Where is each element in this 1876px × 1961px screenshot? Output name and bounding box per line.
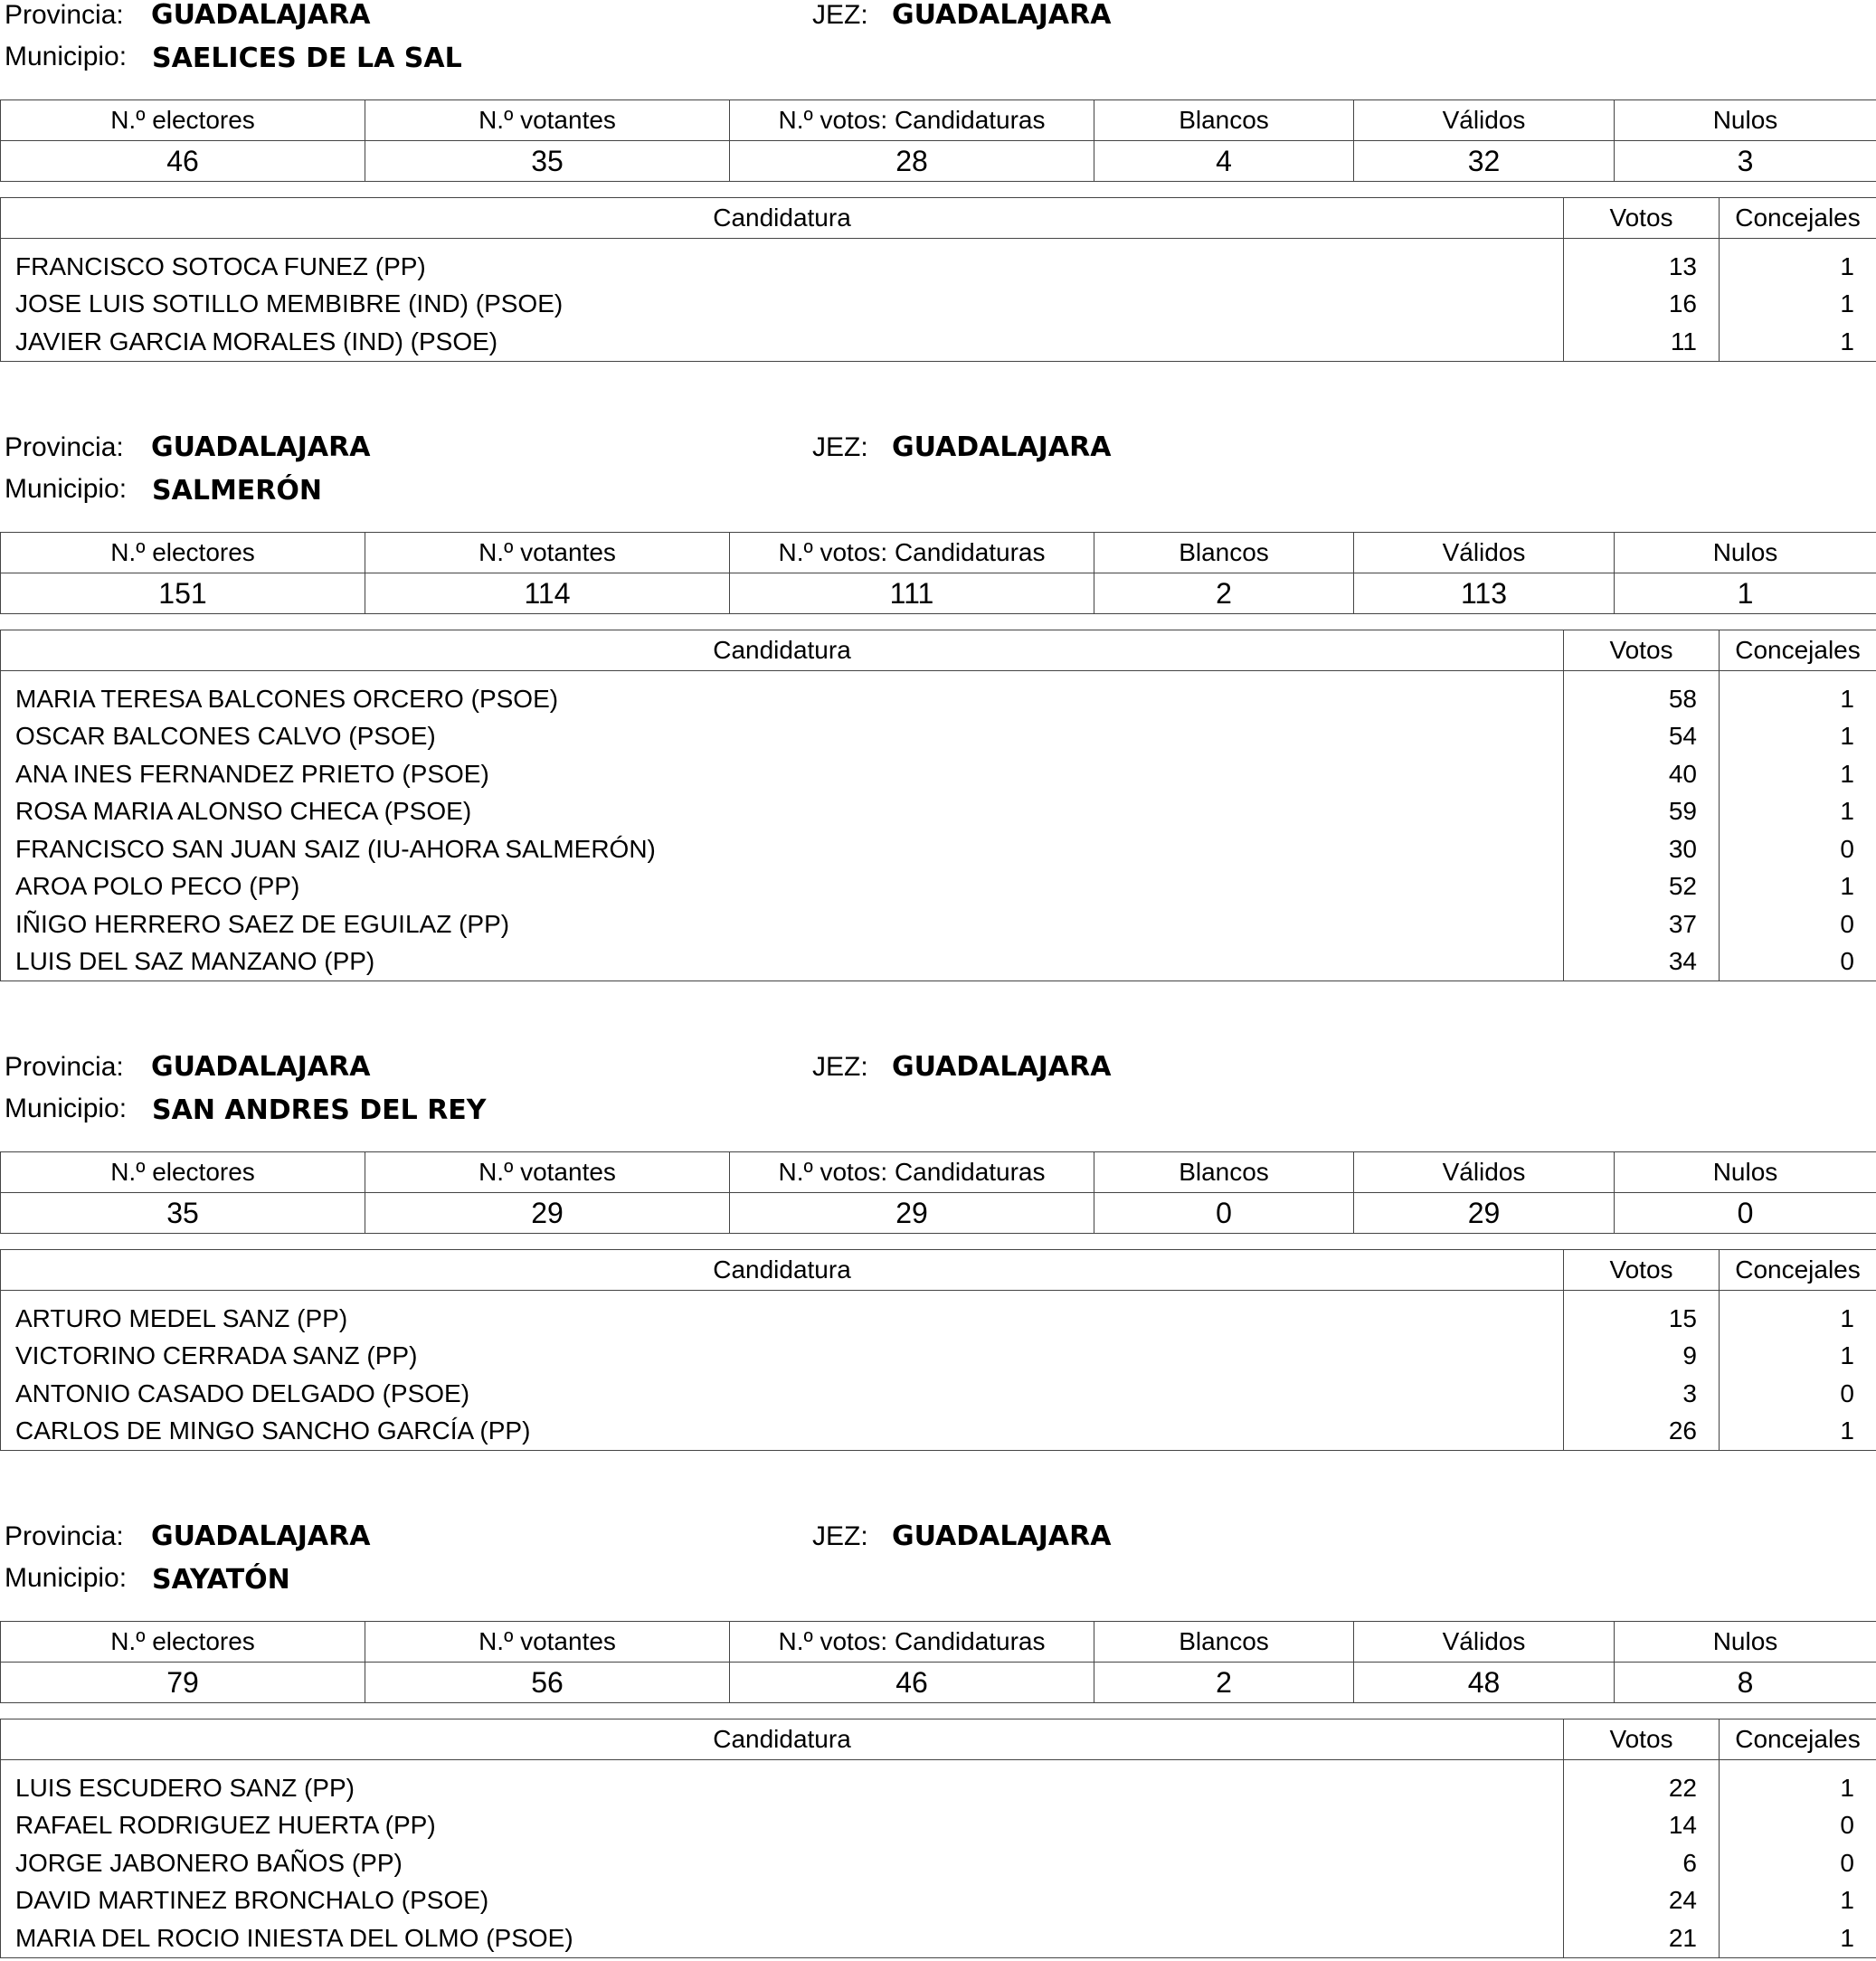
municipio-line — [5, 474, 322, 507]
candidate-councillors: 0 — [1720, 905, 1876, 943]
spacer-cell — [1564, 1760, 1720, 1770]
candidate-row — [1, 1413, 1876, 1451]
header-blancos: Blancos — [1094, 1622, 1354, 1663]
value-votantes: 114 — [365, 573, 730, 614]
header-votos-cand: N.º votos: Candidaturas — [730, 1152, 1094, 1193]
jez-value: GUADALAJARA — [892, 1520, 1112, 1552]
header-votantes: N.º votantes — [365, 533, 730, 573]
provincia-line — [5, 1520, 371, 1552]
municipio-value: SAN ANDRES DEL REY — [152, 1094, 487, 1126]
spacer-cell — [1, 1291, 1564, 1301]
candidate-name: FRANCISCO SOTOCA FUNEZ (PP) — [15, 251, 426, 280]
spacer-cell — [1720, 239, 1876, 249]
candidate-row — [1, 1769, 1876, 1807]
header-electores: N.º electores — [1, 1152, 365, 1193]
candidates-header-row — [1, 1719, 1876, 1760]
value-nulos: 1 — [1615, 573, 1876, 614]
candidate-councillors: 1 — [1720, 248, 1876, 286]
candidate-votes: 6 — [1564, 1844, 1720, 1882]
value-votos-cand: 28 — [730, 141, 1094, 182]
candidate-votes: 59 — [1564, 793, 1720, 831]
municipio-label: Municipio: — [5, 42, 128, 71]
header-votos: Votos — [1564, 1250, 1720, 1291]
header-validos: Válidos — [1354, 533, 1615, 573]
municipio-label: Municipio: — [5, 1094, 128, 1123]
candidate-votes: 54 — [1564, 718, 1720, 756]
candidate-row — [1, 1300, 1876, 1338]
value-electores: 35 — [1, 1193, 365, 1234]
candidate-name: AROA POLO PECO (PP) — [15, 872, 300, 901]
candidate-name: JAVIER GARCIA MORALES (IND) (PSOE) — [15, 327, 498, 355]
header-blancos: Blancos — [1094, 100, 1354, 141]
candidate-row — [1, 755, 1876, 793]
candidate-row — [1, 1919, 1876, 1957]
candidate-name: OSCAR BALCONES CALVO (PSOE) — [15, 722, 436, 751]
candidate-councillors: 0 — [1720, 1375, 1876, 1413]
candidate-votes: 15 — [1564, 1300, 1720, 1338]
stats-table — [0, 1621, 1876, 1703]
candidate-councillors: 1 — [1720, 323, 1876, 361]
candidate-councillors: 0 — [1720, 1807, 1876, 1845]
candidate-name: DAVID MARTINEZ BRONCHALO (PSOE) — [15, 1886, 489, 1915]
stats-header-row — [1, 100, 1876, 141]
value-votantes: 29 — [365, 1193, 730, 1234]
spacer-cell — [1564, 239, 1720, 249]
candidate-votes: 3 — [1564, 1375, 1720, 1413]
value-validos: 113 — [1354, 573, 1615, 614]
header-blancos: Blancos — [1094, 1152, 1354, 1193]
candidate-name: MARIA DEL ROCIO INIESTA DEL OLMO (PSOE) — [15, 1923, 573, 1952]
header-validos: Válidos — [1354, 1622, 1615, 1663]
candidate-votes: 11 — [1564, 323, 1720, 361]
municipio-label: Municipio: — [5, 1563, 128, 1593]
value-nulos: 0 — [1615, 1193, 1876, 1234]
candidate-councillors: 1 — [1720, 793, 1876, 831]
candidate-votes: 58 — [1564, 680, 1720, 718]
candidate-name: LUIS ESCUDERO SANZ (PP) — [15, 1773, 355, 1802]
jez-label: JEZ: — [812, 0, 868, 30]
candidate-votes: 24 — [1564, 1882, 1720, 1920]
candidate-councillors: 1 — [1720, 868, 1876, 906]
jez-line — [812, 0, 1112, 31]
candidate-name: MARIA TERESA BALCONES ORCERO (PSOE) — [15, 684, 559, 713]
candidate-votes: 21 — [1564, 1919, 1720, 1957]
value-electores: 79 — [1, 1663, 365, 1703]
stats-header-row — [1, 1622, 1876, 1663]
value-votantes: 35 — [365, 141, 730, 182]
jez-value: GUADALAJARA — [892, 1051, 1112, 1083]
candidate-name: FRANCISCO SAN JUAN SAIZ (IU-AHORA SALMERÓN) — [15, 834, 656, 863]
header-votos-cand: N.º votos: Candidaturas — [730, 533, 1094, 573]
jez-value: GUADALAJARA — [892, 0, 1112, 31]
header-candidatura: Candidatura — [1, 198, 1564, 239]
candidates-header-row — [1, 198, 1876, 239]
provincia-label: Provincia: — [5, 1521, 124, 1551]
provincia-line — [5, 431, 371, 463]
spacer-cell — [1564, 1291, 1720, 1301]
value-votos-cand: 46 — [730, 1663, 1094, 1703]
candidate-votes: 26 — [1564, 1413, 1720, 1451]
value-validos: 29 — [1354, 1193, 1615, 1234]
provincia-label: Provincia: — [5, 0, 124, 30]
provincia-line — [5, 0, 371, 31]
candidates-header-row — [1, 630, 1876, 671]
candidate-row — [1, 905, 1876, 943]
candidates-header-row — [1, 1250, 1876, 1291]
spacer-row — [1, 671, 1876, 681]
header-nulos: Nulos — [1615, 533, 1876, 573]
header-votantes: N.º votantes — [365, 1622, 730, 1663]
candidate-row — [1, 943, 1876, 981]
value-blancos: 2 — [1094, 573, 1354, 614]
municipio-line — [5, 1563, 290, 1596]
candidate-row — [1, 793, 1876, 831]
candidate-name: IÑIGO HERRERO SAEZ DE EGUILAZ (PP) — [15, 909, 510, 938]
candidates-table — [0, 197, 1876, 362]
header-votos-cand: N.º votos: Candidaturas — [730, 1622, 1094, 1663]
value-blancos: 0 — [1094, 1193, 1354, 1234]
candidate-row — [1, 1375, 1876, 1413]
candidate-row — [1, 830, 1876, 868]
municipio-value: SAELICES DE LA SAL — [152, 43, 462, 74]
value-blancos: 4 — [1094, 141, 1354, 182]
header-concejales: Concejales — [1720, 630, 1876, 671]
candidate-votes: 9 — [1564, 1338, 1720, 1376]
candidate-name: JORGE JABONERO BAÑOS (PP) — [15, 1848, 403, 1877]
provincia-value: GUADALAJARA — [151, 1051, 371, 1083]
header-blancos: Blancos — [1094, 533, 1354, 573]
candidate-councillors: 1 — [1720, 1769, 1876, 1807]
candidate-name: ARTURO MEDEL SANZ (PP) — [15, 1303, 348, 1332]
header-candidatura: Candidatura — [1, 630, 1564, 671]
candidate-councillors: 1 — [1720, 1882, 1876, 1920]
header-electores: N.º electores — [1, 533, 365, 573]
jez-line — [812, 431, 1112, 463]
provincia-value: GUADALAJARA — [151, 0, 371, 31]
candidate-votes: 22 — [1564, 1769, 1720, 1807]
header-concejales: Concejales — [1720, 1250, 1876, 1291]
candidate-councillors: 1 — [1720, 286, 1876, 324]
candidate-votes: 16 — [1564, 286, 1720, 324]
jez-label: JEZ: — [812, 1521, 868, 1551]
header-electores: N.º electores — [1, 1622, 365, 1663]
jez-label: JEZ: — [812, 432, 868, 462]
header-validos: Válidos — [1354, 100, 1615, 141]
candidate-name: ANTONIO CASADO DELGADO (PSOE) — [15, 1378, 470, 1407]
spacer-cell — [1720, 1291, 1876, 1301]
municipio-value: SALMERÓN — [152, 475, 322, 507]
header-votantes: N.º votantes — [365, 100, 730, 141]
header-nulos: Nulos — [1615, 100, 1876, 141]
candidate-row — [1, 1807, 1876, 1845]
stats-values-row — [1, 141, 1876, 182]
header-candidatura: Candidatura — [1, 1250, 1564, 1291]
stats-table — [0, 532, 1876, 614]
spacer-cell — [1, 1760, 1564, 1770]
spacer-cell — [1720, 671, 1876, 681]
provincia-line — [5, 1051, 371, 1083]
candidate-councillors: 0 — [1720, 830, 1876, 868]
header-votos: Votos — [1564, 198, 1720, 239]
candidate-row — [1, 1882, 1876, 1920]
value-votos-cand: 111 — [730, 573, 1094, 614]
candidate-row — [1, 248, 1876, 286]
header-nulos: Nulos — [1615, 1152, 1876, 1193]
municipio-line — [5, 1094, 487, 1126]
provincia-label: Provincia: — [5, 1052, 124, 1082]
stats-values-row — [1, 1193, 1876, 1234]
candidate-votes: 52 — [1564, 868, 1720, 906]
candidate-row — [1, 868, 1876, 906]
candidate-councillors: 1 — [1720, 755, 1876, 793]
candidate-row — [1, 323, 1876, 361]
candidate-votes: 37 — [1564, 905, 1720, 943]
candidates-table — [0, 630, 1876, 981]
stats-values-row — [1, 1663, 1876, 1703]
spacer-row — [1, 1291, 1876, 1301]
candidate-councillors: 0 — [1720, 1844, 1876, 1882]
spacer-cell — [1, 671, 1564, 681]
stats-header-row — [1, 1152, 1876, 1193]
stats-table — [0, 1151, 1876, 1234]
header-concejales: Concejales — [1720, 1719, 1876, 1760]
candidate-row — [1, 680, 1876, 718]
value-nulos: 8 — [1615, 1663, 1876, 1703]
header-votos: Votos — [1564, 630, 1720, 671]
candidate-name: JOSE LUIS SOTILLO MEMBIBRE (IND) (PSOE) — [15, 289, 564, 318]
provincia-value: GUADALAJARA — [151, 1520, 371, 1552]
candidate-name: VICTORINO CERRADA SANZ (PP) — [15, 1341, 418, 1370]
header-votantes: N.º votantes — [365, 1152, 730, 1193]
value-validos: 32 — [1354, 141, 1615, 182]
candidate-councillors: 1 — [1720, 1919, 1876, 1957]
header-validos: Válidos — [1354, 1152, 1615, 1193]
candidate-councillors: 1 — [1720, 1300, 1876, 1338]
jez-line — [812, 1520, 1112, 1552]
jez-label: JEZ: — [812, 1052, 868, 1082]
municipio-label: Municipio: — [5, 474, 128, 504]
candidate-name: ANA INES FERNANDEZ PRIETO (PSOE) — [15, 759, 489, 788]
candidates-table — [0, 1719, 1876, 1958]
candidate-votes: 14 — [1564, 1807, 1720, 1845]
jez-value: GUADALAJARA — [892, 431, 1112, 463]
stats-header-row — [1, 533, 1876, 573]
stats-table — [0, 99, 1876, 182]
spacer-cell — [1720, 1760, 1876, 1770]
candidate-row — [1, 718, 1876, 756]
candidate-votes: 34 — [1564, 943, 1720, 981]
candidate-votes: 40 — [1564, 755, 1720, 793]
candidate-row — [1, 286, 1876, 324]
candidate-councillors: 1 — [1720, 1338, 1876, 1376]
candidate-row — [1, 1338, 1876, 1376]
candidate-councillors: 0 — [1720, 943, 1876, 981]
candidate-name: CARLOS DE MINGO SANCHO GARCÍA (PP) — [15, 1416, 531, 1445]
header-candidatura: Candidatura — [1, 1719, 1564, 1760]
spacer-row — [1, 1760, 1876, 1770]
value-votantes: 56 — [365, 1663, 730, 1703]
spacer-cell — [1564, 671, 1720, 681]
header-nulos: Nulos — [1615, 1622, 1876, 1663]
candidate-councillors: 1 — [1720, 1413, 1876, 1451]
candidate-councillors: 1 — [1720, 718, 1876, 756]
municipio-value: SAYATÓN — [152, 1564, 290, 1596]
candidate-name: LUIS DEL SAZ MANZANO (PP) — [15, 947, 375, 976]
candidate-votes: 13 — [1564, 248, 1720, 286]
provincia-label: Provincia: — [5, 432, 124, 462]
municipio-line — [5, 42, 462, 74]
value-votos-cand: 29 — [730, 1193, 1094, 1234]
candidate-row — [1, 1844, 1876, 1882]
candidates-table — [0, 1249, 1876, 1451]
value-electores: 46 — [1, 141, 365, 182]
value-nulos: 3 — [1615, 141, 1876, 182]
candidate-councillors: 1 — [1720, 680, 1876, 718]
candidate-name: ROSA MARIA ALONSO CHECA (PSOE) — [15, 797, 472, 826]
header-concejales: Concejales — [1720, 198, 1876, 239]
stats-values-row — [1, 573, 1876, 614]
spacer-row — [1, 239, 1876, 249]
value-electores: 151 — [1, 573, 365, 614]
value-validos: 48 — [1354, 1663, 1615, 1703]
spacer-cell — [1, 239, 1564, 249]
header-votos-cand: N.º votos: Candidaturas — [730, 100, 1094, 141]
candidate-name: RAFAEL RODRIGUEZ HUERTA (PP) — [15, 1811, 436, 1840]
candidate-votes: 30 — [1564, 830, 1720, 868]
header-votos: Votos — [1564, 1719, 1720, 1760]
value-blancos: 2 — [1094, 1663, 1354, 1703]
jez-line — [812, 1051, 1112, 1083]
header-electores: N.º electores — [1, 100, 365, 141]
provincia-value: GUADALAJARA — [151, 431, 371, 463]
